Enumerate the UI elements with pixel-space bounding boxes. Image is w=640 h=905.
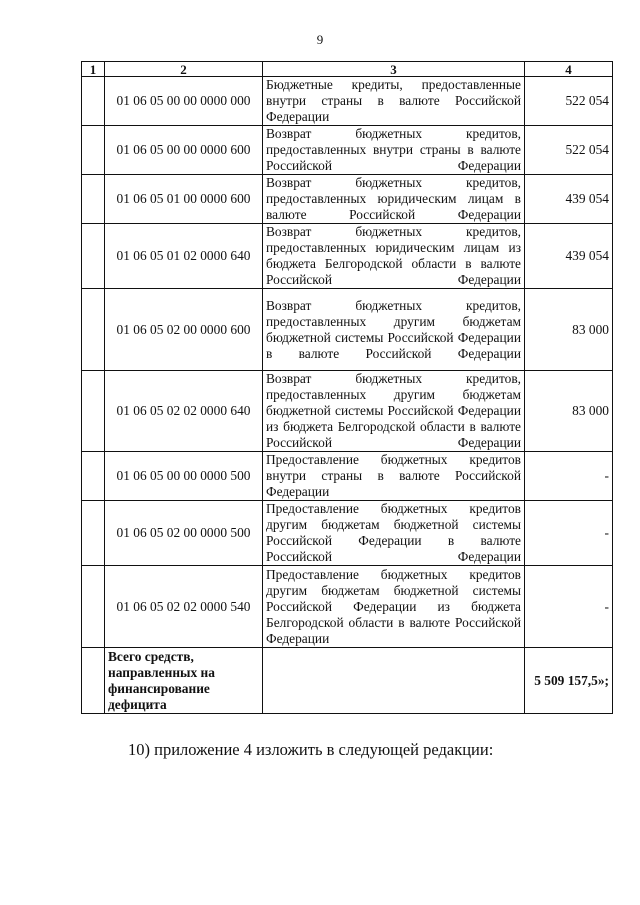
row-amount: 83 000 <box>525 289 613 371</box>
budget-code: 01 06 05 00 00 0000 500 <box>105 452 263 501</box>
table-row <box>82 126 613 175</box>
row-amount: - <box>525 566 613 648</box>
budget-table <box>81 61 613 714</box>
row-description: Бюджетные кредиты, предоставленные внутри страны в валюте Российской Федерации <box>263 77 525 126</box>
table-row <box>82 501 613 566</box>
table-header-row <box>82 62 613 77</box>
total-label: Всего средств, направленных на финансирование дефицита <box>105 648 263 714</box>
row-description: Возврат бюджетных кредитов, предоставленных юридическим лицам в валюте Российской Федерации <box>263 175 525 224</box>
table-row <box>82 452 613 501</box>
table-row <box>82 289 613 371</box>
table-row <box>82 224 613 289</box>
row-number-cell <box>82 501 105 566</box>
row-number-cell <box>82 289 105 371</box>
row-description: Возврат бюджетных кредитов, предоставленных другим бюджетам бюджетной системы Российской Федерации из бюджета Белгородской области в валюте Российской Федерации <box>263 371 525 452</box>
header-col-4: 4 <box>525 62 613 77</box>
item-10-paragraph: 10) приложение 4 изложить в следующей редакции: <box>128 740 494 759</box>
row-amount: 522 054 <box>525 126 613 175</box>
table-row <box>82 175 613 224</box>
row-number-cell <box>82 126 105 175</box>
row-number-cell <box>82 224 105 289</box>
row-amount: - <box>525 501 613 566</box>
table-row <box>82 566 613 648</box>
header-col-2: 2 <box>105 62 263 77</box>
row-amount: 83 000 <box>525 371 613 452</box>
budget-code: 01 06 05 02 02 0000 640 <box>105 371 263 452</box>
budget-code: 01 06 05 01 02 0000 640 <box>105 224 263 289</box>
table-row <box>82 371 613 452</box>
row-description: Предоставление бюджетных кредитов другим бюджетам бюджетной системы Российской Федерации из бюджета Белгородской области в валюте Российской Федерации <box>263 566 525 648</box>
row-number-cell <box>82 566 105 648</box>
row-description: Возврат бюджетных кредитов, предоставленных юридическим лицам из бюджета Белгородской области в валюте Российской Федерации <box>263 224 525 289</box>
row-number-cell <box>82 175 105 224</box>
page-number: 9 <box>316 32 324 47</box>
row-number-cell <box>82 371 105 452</box>
budget-code: 01 06 05 00 00 0000 000 <box>105 77 263 126</box>
budget-code: 01 06 05 02 02 0000 540 <box>105 566 263 648</box>
row-amount: 439 054 <box>525 175 613 224</box>
row-description: Предоставление бюджетных кредитов внутри страны в валюте Российской Федерации <box>263 452 525 501</box>
budget-code: 01 06 05 00 00 0000 600 <box>105 126 263 175</box>
row-description: Предоставление бюджетных кредитов другим бюджетам бюджетной системы Российской Федерации в валюте Российской Федерации <box>263 501 525 566</box>
row-amount: - <box>525 452 613 501</box>
row-number-cell <box>82 77 105 126</box>
row-description: Возврат бюджетных кредитов, предоставленных другим бюджетам бюджетной системы Российской Федерации в валюте Российской Федерации <box>263 289 525 371</box>
total-amount: 5 509 157,5»; <box>525 648 613 714</box>
budget-code: 01 06 05 02 00 0000 500 <box>105 501 263 566</box>
row-amount: 522 054 <box>525 77 613 126</box>
total-description-cell <box>263 648 525 714</box>
header-col-3: 3 <box>263 62 525 77</box>
row-number-cell <box>82 452 105 501</box>
table-row <box>82 77 613 126</box>
total-number-cell <box>82 648 105 714</box>
header-col-1: 1 <box>82 62 105 77</box>
budget-code: 01 06 05 02 00 0000 600 <box>105 289 263 371</box>
row-amount: 439 054 <box>525 224 613 289</box>
table-total-row <box>82 648 613 714</box>
budget-code: 01 06 05 01 00 0000 600 <box>105 175 263 224</box>
row-description: Возврат бюджетных кредитов, предоставленных внутри страны в валюте Российской Федерации <box>263 126 525 175</box>
